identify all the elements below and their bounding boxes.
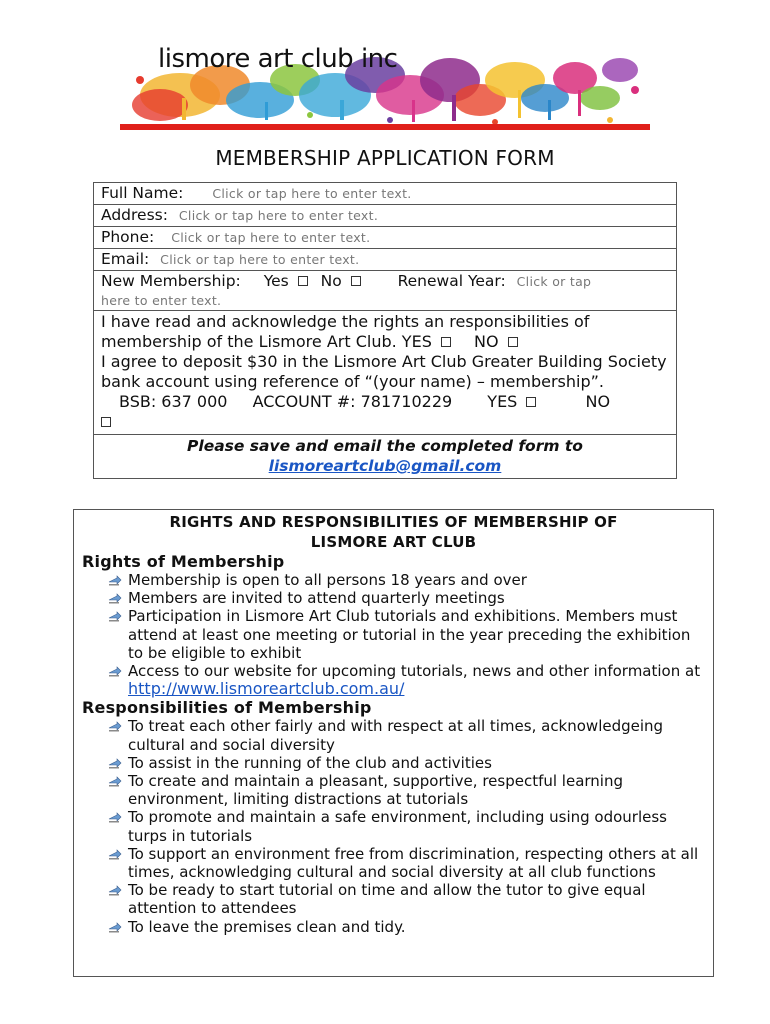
list-item: To promote and maintain a safe environment, including using odourless turps in tutorials — [104, 808, 713, 844]
list-item: Membership is open to all persons 18 years and over — [104, 571, 713, 589]
deposit-no-label: NO — [585, 392, 611, 411]
address-field[interactable]: Click or tap here to enter text. — [178, 208, 379, 223]
responsibilities-list — [74, 717, 713, 935]
responsibilities-section-title: Responsibilities of Membership — [82, 698, 372, 718]
list-item: Participation in Lismore Art Club tutorials and exhibitions. Members must attend at least one meeting or tutorial in the year preceding the exhibition to be eligible to exhibit — [104, 607, 713, 662]
page-title: MEMBERSHIP APPLICATION FORM — [215, 146, 555, 170]
new-membership-label: New Membership: — [101, 272, 241, 290]
deposit-text: I agree to deposit $30 in the Lismore Art Club Greater Building Society bank account using reference of “(your name) – membership”. — [101, 352, 667, 391]
save-note: Please save and email the completed form to — [187, 437, 583, 455]
list-item: To assist in the running of the club and activities — [104, 754, 713, 772]
membership-row — [94, 271, 676, 311]
list-item: To support an environment free from discrimination, respecting others at all times, acknowledging cultural and social diversity at all club functions — [104, 845, 713, 881]
renewal-year-field-continued[interactable]: here to enter text. — [101, 293, 222, 308]
submit-instructions — [94, 435, 676, 478]
deposit-yes-label: YES — [487, 392, 518, 411]
full-name-row — [94, 183, 676, 205]
bullet-arrow-icon — [108, 593, 122, 604]
phone-label: Phone: — [101, 228, 155, 246]
list-item: Members are invited to attend quarterly meetings — [104, 589, 713, 607]
bullet-arrow-icon — [108, 611, 122, 622]
full-name-field[interactable]: Click or tap here to enter text. — [212, 186, 412, 201]
checkbox-icon[interactable] — [441, 337, 451, 347]
rights-list — [74, 571, 713, 698]
bullet-arrow-icon — [108, 849, 122, 860]
address-row — [94, 205, 676, 227]
acknowledgement-block — [94, 311, 676, 435]
logo-text: lismore art club inc — [158, 44, 398, 74]
club-logo — [120, 40, 650, 132]
membership-no-label: No — [320, 272, 342, 290]
website-link[interactable]: http://www.lismoreartclub.com.au/ — [128, 679, 405, 699]
bullet-arrow-icon — [108, 758, 122, 769]
banner-red-bar — [120, 124, 650, 130]
address-label: Address: — [101, 206, 168, 224]
email-label: Email: — [101, 250, 150, 268]
checkbox-icon[interactable] — [298, 276, 308, 286]
rights-heading — [74, 512, 713, 552]
renewal-year-label: Renewal Year: — [397, 272, 506, 290]
list-item: Access to our website for upcoming tutorials, news and other information at http://www.lismoreartclub.com.au/ — [104, 662, 713, 698]
bullet-arrow-icon — [108, 666, 122, 677]
email-field[interactable]: Click or tap here to enter text. — [160, 252, 360, 267]
phone-field[interactable]: Click or tap here to enter text. — [171, 230, 371, 245]
full-name-label: Full Name: — [101, 184, 184, 202]
bullet-arrow-icon — [108, 721, 122, 732]
list-item: To create and maintain a pleasant, supportive, respectful learning environment, limiting distractions at tutorials — [104, 772, 713, 808]
bullet-arrow-icon — [108, 776, 122, 787]
email-row — [94, 249, 676, 271]
renewal-year-field[interactable]: Click or tap — [516, 274, 592, 289]
bullet-arrow-icon — [108, 885, 122, 896]
checkbox-icon[interactable] — [101, 417, 111, 427]
checkbox-icon[interactable] — [508, 337, 518, 347]
phone-row — [94, 227, 676, 249]
rights-responsibilities-box — [73, 509, 714, 977]
list-item: To leave the premises clean and tidy. — [104, 918, 713, 936]
acknowledge-text: I have read and acknowledge the rights an responsibilities of membership of the Lismore Art Club. YES — [101, 312, 590, 351]
application-form — [93, 182, 677, 479]
list-item: To be ready to start tutorial on time and allow the tutor to give equal attention to attendees — [104, 881, 713, 917]
list-item: To treat each other fairly and with respect at all times, acknowledgeing cultural and social diversity — [104, 717, 713, 753]
bullet-arrow-icon — [108, 812, 122, 823]
checkbox-icon[interactable] — [526, 397, 536, 407]
rights-heading-line-2: LISMORE ART CLUB — [310, 533, 477, 551]
bullet-arrow-icon — [108, 922, 122, 933]
bsb-text: BSB: 637 000 — [119, 392, 228, 411]
account-text: ACCOUNT #: 781710229 — [252, 392, 453, 411]
checkbox-icon[interactable] — [351, 276, 361, 286]
rights-section-title: Rights of Membership — [82, 552, 285, 571]
bullet-arrow-icon — [108, 575, 122, 586]
acknowledge-no-label: NO — [474, 332, 499, 351]
membership-yes-label: Yes — [263, 272, 289, 290]
email-link[interactable]: lismoreartclub@gmail.com — [268, 457, 502, 475]
rights-heading-line-1: RIGHTS AND RESPONSIBILITIES OF MEMBERSHIP OF — [169, 513, 618, 531]
